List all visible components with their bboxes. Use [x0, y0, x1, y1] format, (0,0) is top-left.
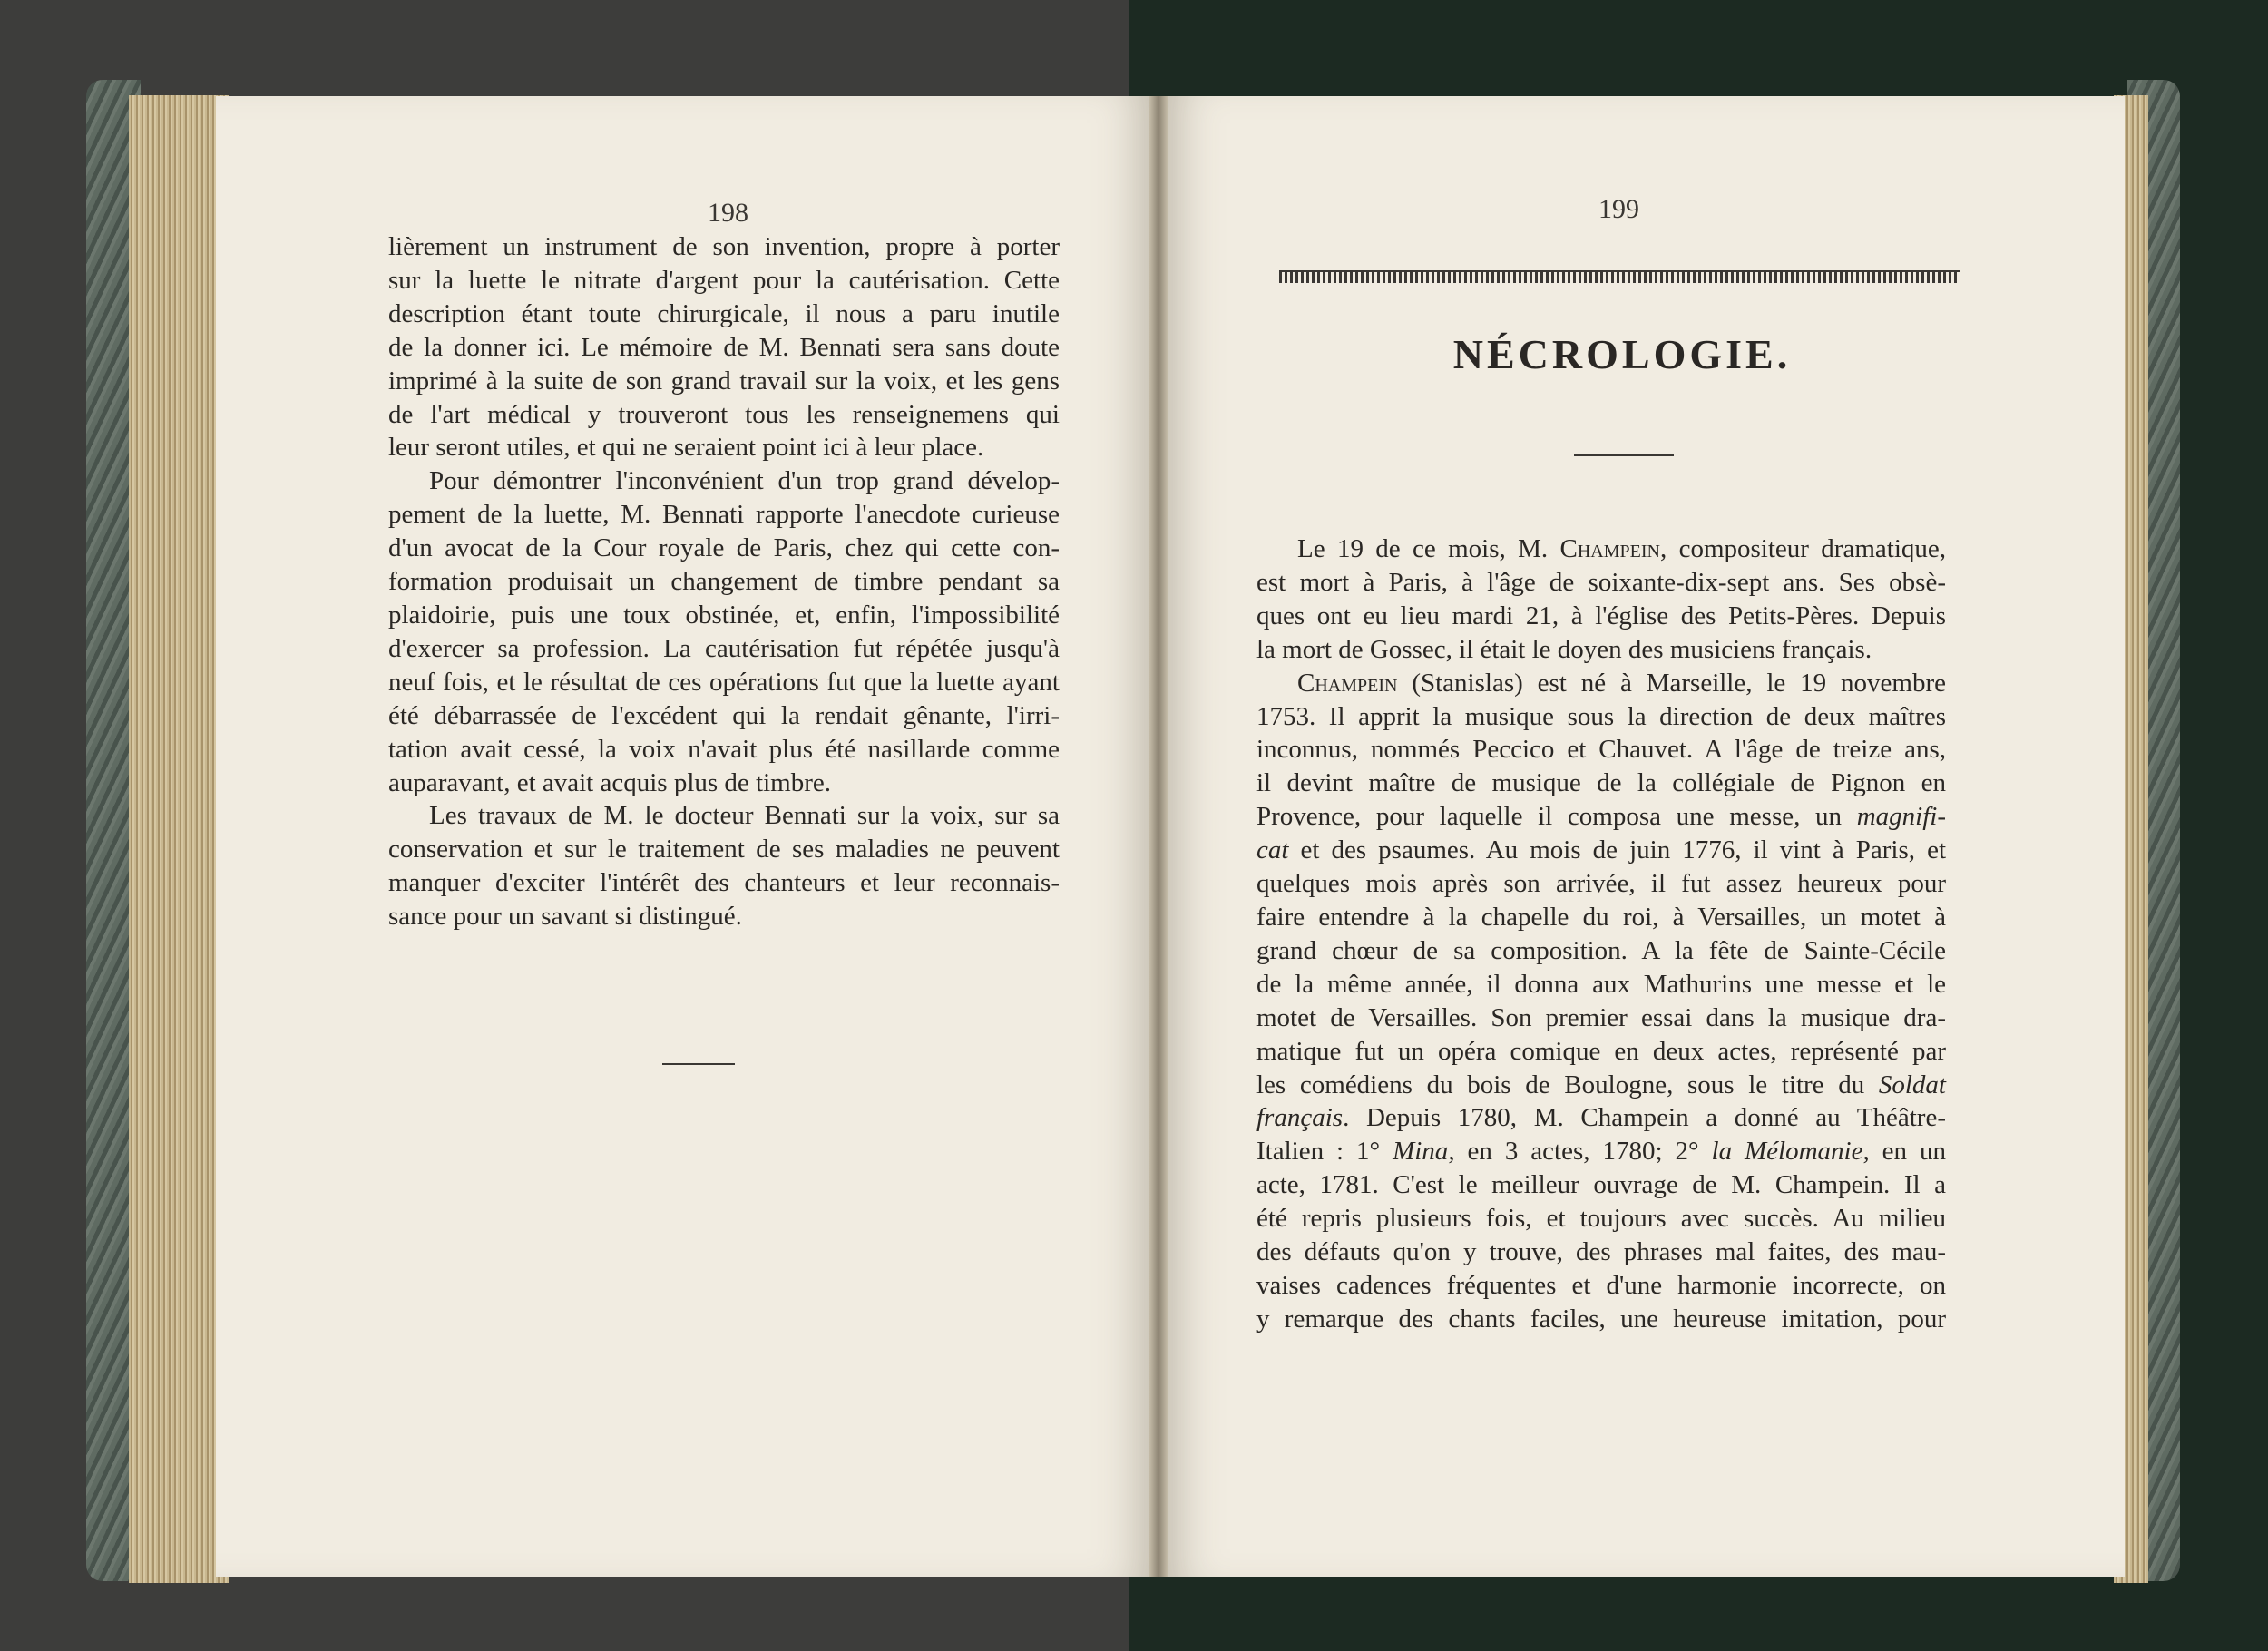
person-name: Champein [1559, 534, 1660, 563]
italic-span: cat [1256, 835, 1289, 865]
text-line: d'exercer sa profession. La cautérisation fut répétée jusqu'à [388, 633, 1060, 663]
text-line: lièrement un instrument de son invention, propre à porter [388, 232, 1060, 261]
end-ornament [662, 1063, 735, 1065]
text-line: de l'art médical y trouveront tous les renseignemens qui [388, 399, 1060, 429]
right-page-number: 199 [1598, 194, 1639, 224]
text-span: , en un [1862, 1137, 1947, 1167]
text-line: 1753. Il apprit la musique sous la direction de deux maîtres [1256, 701, 1946, 731]
text-line: la mort de Gossec, il était le doyen des musiciens français. [1256, 634, 1872, 664]
text-line: été débarrassée de l'excédent qui la rendait gênante, l'irri- [388, 700, 1060, 730]
text-line: pement de la luette, M. Bennati rapporte l'anecdote curieuse [388, 500, 1060, 530]
text-span: les comédiens du bois de Boulogne, sous le titre du [1256, 1070, 1879, 1099]
text-line: Pour démontrer l'inconvénient d'un trop grand dévelop- [429, 466, 1060, 496]
header-rule [1279, 270, 1960, 283]
text-line: neuf fois, et le résultat de ces opérations fut que la luette ayant [388, 667, 1060, 697]
left-page-number: 198 [708, 198, 748, 228]
text-line [1256, 834, 1946, 867]
text-line: sur la luette le nitrate d'argent pour la cautérisation. Cette [388, 265, 1060, 295]
text-span: , compositeur dramatique, [1659, 534, 1946, 563]
section-heading: NÉCROLOGIE. [1452, 331, 1792, 377]
text-line [1256, 667, 1946, 700]
text-line: inconnus, nommés Peccico et Chauvet. A l'âge de treize ans, [1256, 735, 1946, 765]
book-gutter [1149, 96, 1168, 1577]
text-line: imprimé à la suite de son grand travail sur la voix, et les gens [388, 366, 1060, 396]
text-line: de la même année, il donna aux Mathurins une messe et le [1256, 969, 1946, 999]
text-span: , en 3 actes, 1780; 2° [1448, 1137, 1712, 1167]
text-line: faire entendre à la chapelle du roi, à Versailles, un motet à [1256, 902, 1946, 932]
text-line: conservation et sur le traitement de ses maladies ne peuvent [388, 835, 1060, 865]
text-line: d'un avocat de la Cour royale de Paris, chez qui cette con- [388, 533, 1060, 563]
left-page-text [388, 230, 1060, 933]
text-line [1256, 1069, 1946, 1102]
heading-ornament [1574, 454, 1674, 456]
person-name: Champein [1297, 668, 1398, 698]
italic-span: la Mélomanie [1711, 1137, 1863, 1167]
text-line: grand chœur de sa composition. A la fête de Sainte-Cécile [1256, 935, 1946, 965]
text-span: et des psaumes. Au mois de juin 1776, il vint à Paris, et [1288, 835, 1946, 865]
text-line: été repris plusieurs fois, et toujours avec succès. Au milieu [1256, 1204, 1946, 1234]
text-line: auparavant, et avait acquis plus de timbre. [388, 767, 831, 797]
text-line: leur seront utiles, et qui ne seraient point ici à leur place. [388, 433, 984, 463]
text-line [1256, 1135, 1946, 1168]
text-span: . Depuis 1780, M. Champein a donné au Théâtre- [1343, 1103, 1946, 1133]
italic-span: Mina [1393, 1137, 1449, 1167]
text-line: manquer d'exciter l'intérêt des chanteurs et leur reconnais- [388, 868, 1060, 898]
text-line: motet de Versailles. Son premier essai dans la musique dra- [1256, 1002, 1946, 1032]
text-line: de la donner ici. Le mémoire de M. Bennati sera sans doute [388, 332, 1060, 362]
text-line: Les travaux de M. le docteur Bennati sur la voix, sur sa [429, 801, 1060, 831]
text-line: sance pour un savant si distingué. [388, 902, 742, 932]
text-line: plaidoirie, puis une toux obstinée, et, enfin, l'impossibilité [388, 600, 1060, 630]
italic-span: Soldat [1878, 1070, 1946, 1099]
italic-span: magnifi- [1856, 802, 1946, 832]
text-line: formation produisait un changement de timbre pendant sa [388, 567, 1060, 597]
text-span: Provence, pour laquelle il composa une messe, un [1256, 802, 1857, 832]
page-edges-left [129, 95, 229, 1583]
text-line [1256, 532, 1946, 566]
text-line: y remarque des chants faciles, une heureuse imitation, pour [1256, 1304, 1946, 1334]
text-span: Le 19 de ce mois, M. [1297, 534, 1560, 563]
text-line: il devint maître de musique de la collégiale de Pignon en [1256, 768, 1946, 798]
text-line: ques ont eu lieu mardi 21, à l'église des Petits-Pères. Depuis [1256, 601, 1946, 630]
right-page-text [1256, 532, 1946, 1336]
text-line: tation avait cessé, la voix n'avait plus été nasillarde comme [388, 734, 1060, 764]
text-line [1256, 800, 1946, 834]
text-line: quelques mois après son arrivée, il fut assez heureux pour [1256, 869, 1946, 899]
text-line: description étant toute chirurgicale, il nous a paru inutile [388, 298, 1060, 328]
text-span: Italien : 1° [1256, 1137, 1393, 1167]
text-line: est mort à Paris, à l'âge de soixante-dix-sept ans. Ses obsè- [1256, 567, 1946, 597]
text-line: matique fut un opéra comique en deux actes, représenté par [1256, 1036, 1946, 1066]
italic-span: français [1256, 1103, 1344, 1133]
text-line: acte, 1781. C'est le meilleur ouvrage de M. Champein. Il a [1256, 1170, 1946, 1200]
text-span: (Stanislas) est né à Marseille, le 19 novembre [1397, 668, 1946, 698]
text-line: des défauts qu'on y trouve, des phrases mal faites, des mau- [1256, 1237, 1946, 1267]
text-line [1256, 1101, 1946, 1135]
text-line: vaises cadences fréquentes et d'une harmonie incorrecte, on [1256, 1270, 1946, 1300]
